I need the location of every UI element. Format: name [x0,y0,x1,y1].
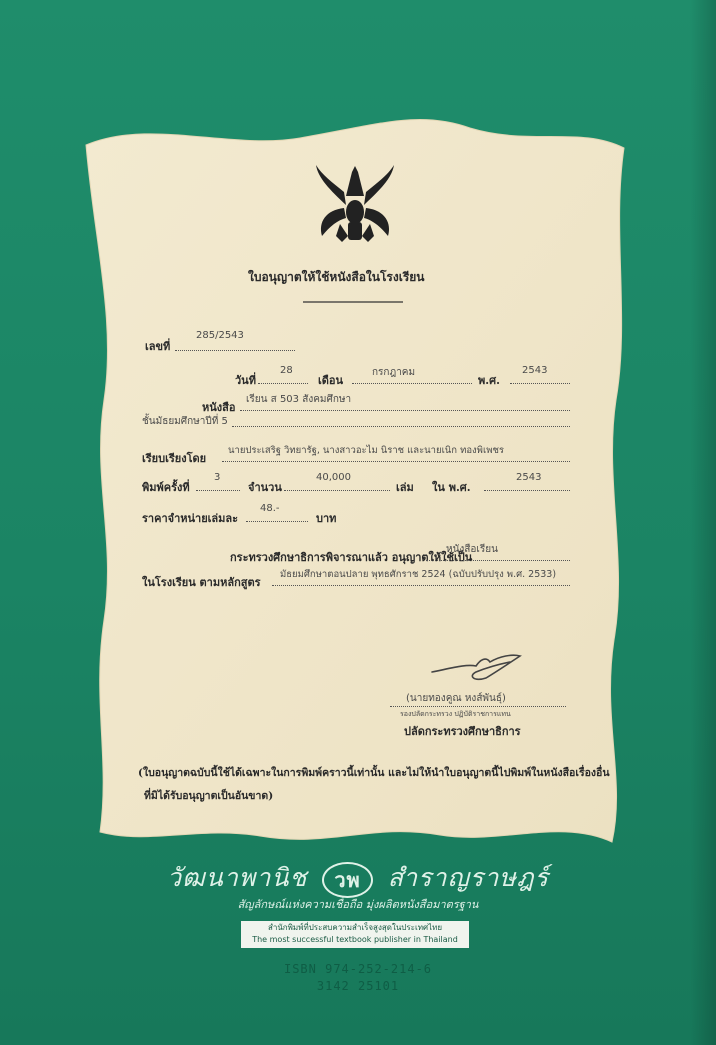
date-month-label: เดือน [318,374,344,387]
publisher-slogan: สัญลักษณ์แห่งความเชื่อถือ มุ่งผลิตหนังสือมาตรฐาน [237,898,479,911]
book-value: เรียน ส 503 สังคมศึกษา [246,394,352,405]
publisher-logo: วพ [322,862,372,898]
print-year: 2543 [516,472,542,483]
number-value: 285/2543 [196,330,244,341]
price-value: 48.- [260,503,280,514]
print-number: 3 [214,472,221,483]
usage-value: หนังสือเรียน [446,544,498,555]
date-year: 2543 [522,365,548,376]
print-label: พิมพ์ครั้งที่ [142,481,190,494]
price-label: ราคาจำหน่ายเล่มละ [142,512,239,525]
banner-english: The most successful textbook publisher in Thailand [252,935,458,944]
qty-value: 40,000 [316,472,351,483]
publisher-banner [241,921,469,948]
curriculum-label: ในโรงเรียน ตามหลักสูตร [142,576,261,589]
level-value: ชั้นมัธยมศึกษาปีที่ 5 [142,416,228,427]
copies-label: เล่ม [396,481,414,494]
publisher-name-left: วัฒนาพานิช [167,863,308,892]
ministry-text: กระทรวงศึกษาธิการพิจารณาแล้ว อนุญาตให้ใช้เป็น [230,551,473,564]
note-line-1: (ใบอนุญาตฉบับนี้ใช้ได้เฉพาะในการพิมพ์คราวนี้เท่านั้น และไม่ให้นำใบอนุญาตนี้ไปพิมพ์ในหนังสือเรื่องอื่น [138,767,610,779]
date-month: กรกฎาคม [372,367,416,378]
isbn: ISBN 974-252-214-6 [283,962,433,976]
authors-value: นายประเสริฐ วิทยารัฐ, นางสาวอะไม นิราช และนายเนิก ทองพิเพชร [228,445,505,456]
note-line-2: ที่มิได้รับอนุญาตเป็นอันขาด) [144,790,274,802]
banner-thai: สำนักพิมพ์ที่ประสบความสำเร็จสูงสุดในประเทศไทย [267,923,443,932]
qty-label: จำนวน [248,481,282,494]
currency-label: บาท [316,512,337,525]
signer-name: (นายทองคูณ หงส์พันธุ์) [406,693,506,704]
signer-title: ปลัดกระทรวงศึกษาธิการ [404,725,521,738]
date-year-label: พ.ศ. [478,374,500,387]
publisher-name-right: สำราญราษฎร์ [387,863,549,892]
certificate-title: ใบอนุญาตให้ใช้หนังสือในโรงเรียน [248,270,425,284]
authors-label: เรียบเรียงโดย [142,452,207,465]
date-day-label: วันที่ [235,374,256,387]
book-label: หนังสือ [202,401,236,414]
publisher-name [0,858,716,898]
curriculum-value: มัธยมศึกษาตอนปลาย พุทธศักราช 2524 (ฉบับปรับปรุง พ.ศ. 2533) [280,569,557,580]
date-day: 28 [280,365,293,376]
year-label: ใน พ.ศ. [432,481,471,494]
book-code: 3142 25101 [316,979,400,993]
signer-role: รองปลัดกระทรวง ปฏิบัติราชการแทน [400,710,511,718]
number-label: เลขที่ [145,340,171,353]
